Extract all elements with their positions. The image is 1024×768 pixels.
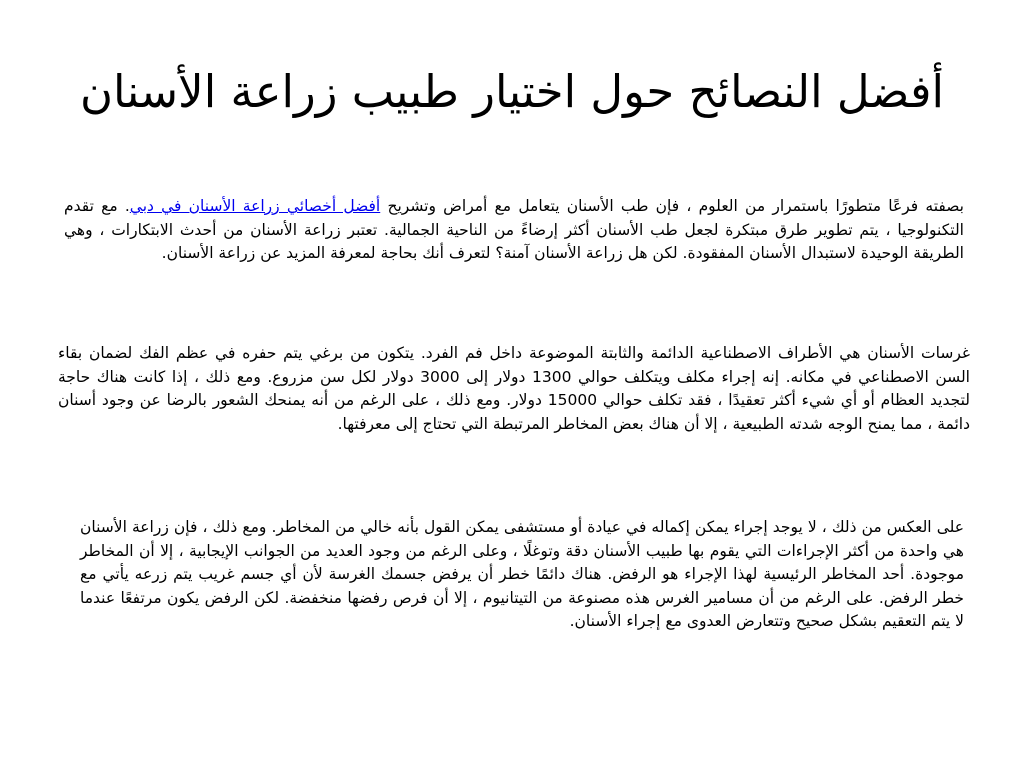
paragraph-implants-risks: على العكس من ذلك ، لا يوجد إجراء يمكن إكماله في عيادة أو مستشفى يمكن القول بأنه خالي من المخاطر. ومع ذلك ، فإن زراعة الأسنان هي واحدة من أكثر الإجراءات التي يقوم بها طبيب الأسنان دقة وتوغلًا ، وعلى الرغم من وجود العديد من الجوانب الإيجابية ، إلا أن المخاطر موجودة. أحد المخاطر الرئيسية لهذا الإجراء هو الرفض. هناك دائمًا خطر أن يرفض جسمك الغرسة لأن أي جسم غريب يتم زرعه يأتي مع خطر الرفض. على الرغم من أن مسامير الغرس هذه مصنوعة من التيتانيوم ، إلا أن فرص رفضها منخفضة. لكن الرفض يكون مرتفعًا عندما لا يتم التعقيم بشكل صحيح وتتعارض العدوى مع إجراء الأسنان. xyxy=(80,518,964,630)
paragraph-intro xyxy=(64,195,964,266)
paragraph-implants-cost: غرسات الأسنان هي الأطراف الاصطناعية الدائمة والثابتة الموضوعة داخل فم الفرد. يتكون من برغي يتم حفره في عظم الفك لضمان بقاء السن الاصطناعي في مكانه. إنه إجراء مكلف ويتكلف حوالي 1300 دولار إلى 3000 دولار لكل سن مزروع. ومع ذلك ، إذا كانت هناك حاجة لتجديد العظام أو أي شيء أكثر تعقيدًا ، فقد تكلف حوالي 15000 دولار. ومع ذلك ، على الرغم من أنه يمنحك الشعور بالرضا عن وجود أسنان دائمة ، مما يمنح الوجه شدته الطبيعية ، إلا أن هناك بعض المخاطر المرتبطة التي تحتاج إلى معرفتها. xyxy=(58,344,971,433)
paragraph-intro-text-end: . مع تقدم التكنولوجيا ، يتم تطوير طرق مبتكرة لجعل طب الأسنان أكثر إرضاءً من الناحية الجمالية. تعتبر زراعة الأسنان من أحدث الابتكارات ، وهي الطريقة الوحيدة لاستبدال الأسنان المفقودة. لكن هل زراعة الأسنان آمنة؟ لتعرف أنك بحاجة لمعرفة المزيد عن زراعة الأسنان. xyxy=(64,197,964,262)
slide-title: أفضل النصائح حول اختيار طبيب زراعة الأسنان xyxy=(79,65,945,118)
implant-specialist-link[interactable]: أفضل أخصائي زراعة الأسنان في دبي xyxy=(129,197,381,215)
paragraph-intro-text-start: بصفته فرعًا متطورًا باستمرار من العلوم ، فإن طب الأسنان يتعامل مع أمراض وتشريح xyxy=(380,197,964,215)
